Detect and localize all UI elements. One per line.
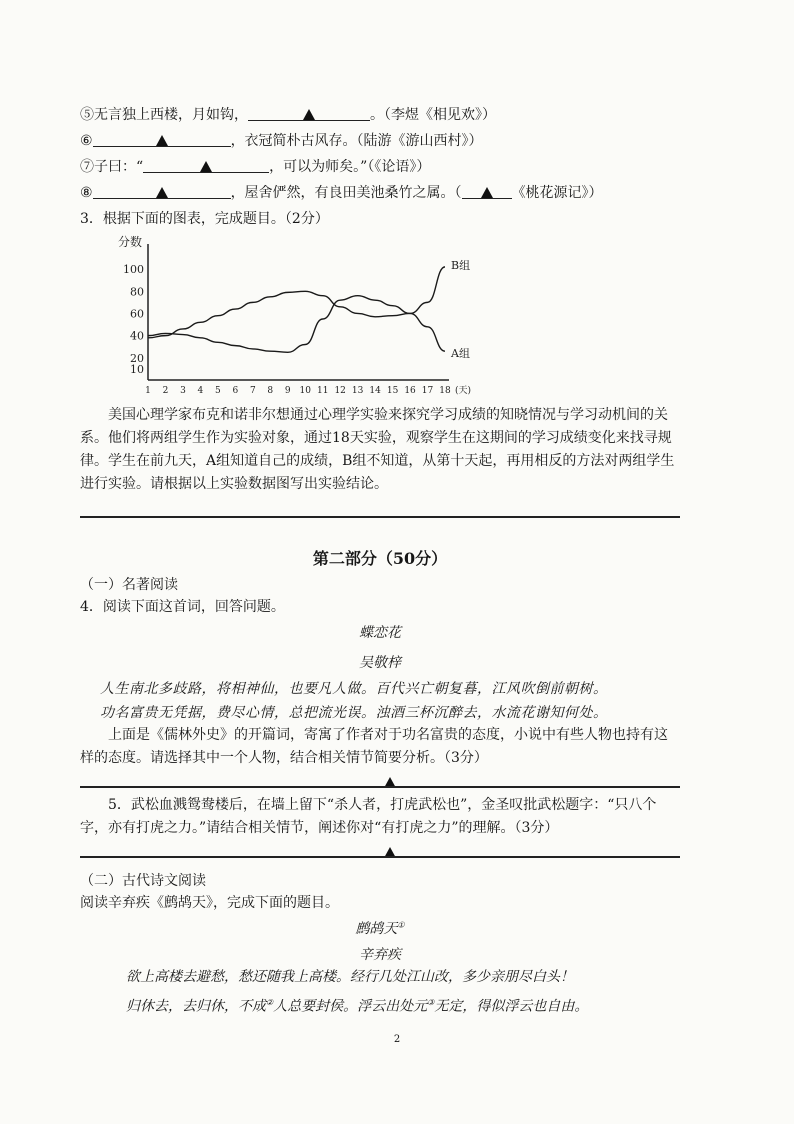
x-tick-label: 15 — [386, 386, 399, 396]
fill-line-text: ⑦子曰：“ — [80, 159, 144, 175]
x-tick-label: 1 — [145, 386, 151, 396]
y-tick-label: 80 — [130, 285, 144, 299]
poem-title: 蝶恋花 — [359, 625, 401, 641]
footnote-mark: ① — [397, 920, 405, 930]
poem2-text: 无定，得似浮云也自由。 — [434, 998, 589, 1015]
q3-paragraph: 美国心理学家布克和诺非尔想通过心理学实验来探究学习成绩的知晓情况与学习动机间的关系。他们将两组学生作为实验对象，通过18天实验，观察学生在这期间的学习成绩变化来找寻规律。学生在前九天，A组知道自己的成绩，B组不知道，从第十天起，再用相反的方法对两组学生进行实验。请根据以上实验数据图写出实验结论。 — [80, 407, 675, 492]
x-tick-label: 12 — [334, 386, 346, 396]
fill-line-6 — [80, 132, 483, 150]
answer-blank[interactable] — [462, 184, 512, 199]
section-mingzhu: （一）名著阅读 — [80, 577, 178, 593]
answer-blank[interactable] — [93, 132, 231, 147]
x-tick-label: 2 — [162, 386, 169, 396]
fill-line-7 — [80, 158, 430, 176]
q5-paragraph: 5．武松血溅鸳鸯楼后，在墙上留下“杀人者，打虎武松也”，金圣叹批武松题字：“只八个字，亦有打虎之力。”请结合相关情节，阐述你对“有打虎之力”的理解。（3分） — [80, 797, 657, 836]
q3-stem: 3．根据下面的图表，完成题目。（2分） — [80, 211, 329, 227]
fill-line-text: ，衣冠简朴古风存。（陆游《游山西村》） — [230, 133, 483, 149]
series-line-a — [148, 296, 445, 353]
y-tick-label: 40 — [130, 329, 144, 343]
fill-line-text: ⑤无言独上西楼，月如钩， — [80, 107, 248, 123]
poem-line-1: 人生南北多歧路，将相神仙，也要凡人做。百代兴亡朝复暮，江风吹倒前朝树。 — [100, 681, 608, 697]
series-label: B组 — [451, 258, 471, 272]
poem-line-2: 功名富贵无凭据，费尽心情，总把流光误。浊酒三杯沉醉去，水流花谢知何处。 — [100, 705, 608, 721]
series-label: A组 — [451, 347, 470, 361]
answer-blank[interactable] — [248, 106, 370, 121]
learning-curve-chart — [100, 232, 490, 402]
x-tick-label: 7 — [249, 386, 256, 396]
triangle-icon — [200, 161, 212, 172]
x-tick-label: 13 — [351, 386, 364, 396]
part2-title: 第二部分（50分） — [312, 549, 448, 568]
x-tick-label: 17 — [421, 386, 434, 396]
poem2-line-1: 欲上高楼去避愁，愁还随我上高楼。经行几处江山改，多少亲朋尽白头！ — [126, 969, 574, 985]
triangle-icon — [303, 109, 315, 120]
x-tick-label: 8 — [267, 386, 274, 396]
y-tick-label: 100 — [123, 263, 144, 277]
fill-line-text: ⑧ — [80, 185, 93, 201]
q4-paragraph: 上面是《儒林外史》的开篇词，寄寓了作者对于功名富贵的态度，小说中有些人物也持有这样的态度。请选择其中一个人物，结合相关情节简要分析。（3分） — [80, 727, 668, 766]
x-tick-label: 5 — [215, 386, 221, 396]
poem2-author: 辛弃疾 — [359, 947, 401, 963]
q4-stem: 4．阅读下面这首词，回答问题。 — [80, 599, 285, 615]
x-tick-label: 14 — [369, 386, 381, 396]
answer-line — [80, 786, 680, 788]
x-tick-label: 18 — [439, 386, 451, 396]
answer-line — [80, 856, 680, 858]
series-line-b — [148, 267, 445, 338]
footnote-mark: ② — [266, 998, 274, 1007]
poem-author: 吴敬梓 — [359, 655, 401, 671]
y-axis-label: 分数 — [118, 235, 143, 249]
fill-line-text: 《桃花源记》） — [511, 185, 603, 201]
answer-area-q4[interactable] — [384, 772, 396, 791]
answer-blank[interactable] — [93, 184, 231, 199]
fill-line-text: ⑥ — [80, 133, 93, 149]
x-tick-label: 16 — [404, 386, 416, 396]
x-tick-label: 9 — [284, 386, 291, 396]
section-gushiwen: （二）古代诗文阅读 — [80, 873, 206, 889]
x-tick-label: 11 — [316, 386, 329, 396]
x-tick-label: 6 — [232, 386, 239, 396]
x-tick-label: 4 — [197, 386, 204, 396]
triangle-icon — [481, 187, 493, 198]
fill-line-8 — [80, 184, 603, 202]
page-number: 2 — [393, 1034, 401, 1045]
fill-line-text: ，可以为师矣。”（《论语》） — [269, 159, 431, 175]
x-tick-label: 10 — [299, 386, 311, 396]
poem2-title-text: 鹧鸪天 — [355, 921, 398, 937]
poem2-line-2 — [126, 994, 588, 1016]
footnote-mark: ③ — [427, 998, 435, 1007]
triangle-icon — [156, 187, 168, 198]
answer-area-q5[interactable] — [384, 842, 396, 861]
poem2-title — [80, 918, 680, 938]
x-tick-label: 3 — [180, 386, 186, 396]
poem2-text: 人总要封侯。浮云出处元 — [273, 998, 428, 1015]
answer-blank[interactable] — [143, 158, 269, 173]
x-axis-label: (天) — [455, 386, 472, 396]
poem2-text: 归休去，去归休，不成 — [126, 998, 266, 1015]
fill-line-text: 。（李煜《相见欢》） — [370, 107, 496, 123]
fill-line-text: ，屋舍俨然，有良田美池桑竹之属。（ — [230, 185, 462, 201]
y-tick-label: 60 — [130, 307, 144, 321]
y-tick-label: 20 — [130, 351, 144, 365]
triangle-icon — [156, 135, 168, 146]
divider — [80, 516, 680, 518]
fill-line-5 — [80, 106, 496, 124]
y-tick-label: 10 — [130, 362, 144, 376]
sec2-intro: 阅读辛弃疾《鹧鸪天》，完成下面的题目。 — [80, 895, 339, 911]
